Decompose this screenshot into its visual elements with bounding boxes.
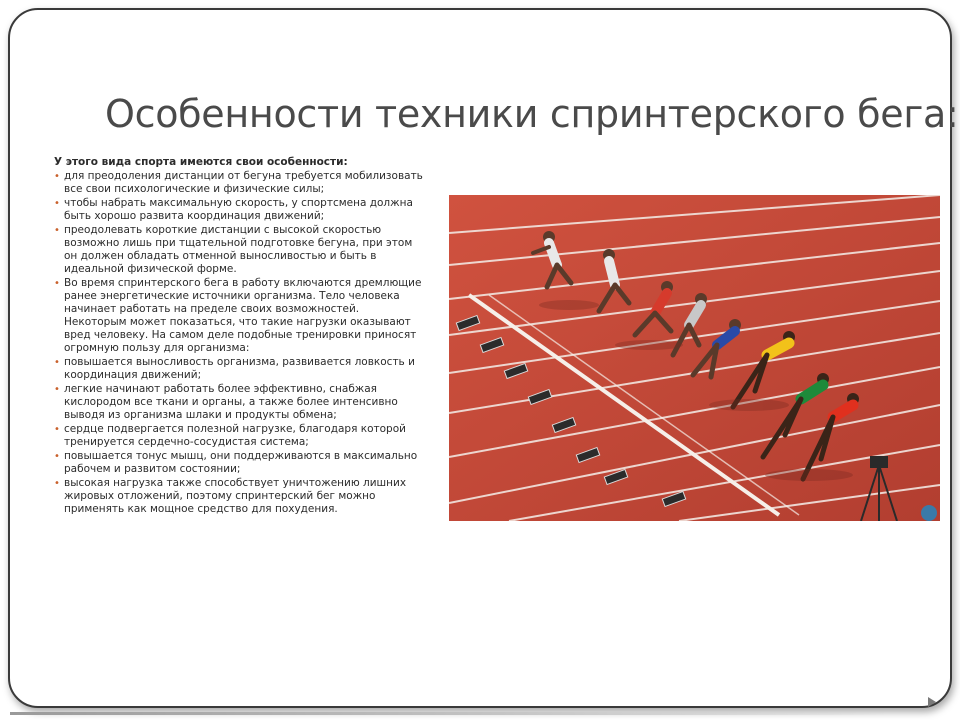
bullet-text: Во время спринтерского бега в работу включаются дремлющие ранее энергетические источники организма. Тело человека начинает работать на пределе своих возможностей. Некоторым может показаться, что такие нагрузки оказывают вред человеку. На самом деле подобные тренировки приносят огромную пользу для организма: xyxy=(64,277,422,354)
bullet-icon: • xyxy=(54,171,60,182)
bullet-list xyxy=(54,170,424,516)
bullet-icon: • xyxy=(54,225,60,236)
bullet-item xyxy=(54,423,424,449)
intro-text: У этого вида спорта имеются свои особенности: xyxy=(54,156,348,168)
bullet-icon: • xyxy=(54,278,60,289)
bullet-icon: • xyxy=(54,384,60,395)
bullet-item xyxy=(54,170,424,196)
slide-title: Особенности техники спринтерского бега: xyxy=(105,92,959,136)
bullet-text: повышается тонус мышц, они поддерживаются в максимально рабочем и развитом состоянии; xyxy=(64,450,418,475)
bullet-item xyxy=(54,277,424,355)
bullet-icon: • xyxy=(54,198,60,209)
bullet-text: чтобы набрать максимальную скорость, у спортсмена должна быть хорошо развита координация движений; xyxy=(64,197,413,222)
bullet-text: повышается выносливость организма, развивается ловкость и координация движений; xyxy=(64,356,415,381)
bullet-item xyxy=(54,224,424,276)
bullet-item xyxy=(54,197,424,223)
bullet-item xyxy=(54,356,424,382)
bullet-text: сердце подвергается полезной нагрузке, благодаря которой тренируется сердечно-сосудистая система; xyxy=(64,423,406,448)
bullet-text: для преодоления дистанции от бегуна требуется мобилизовать все свои психологические и физические силы; xyxy=(64,170,423,195)
bullet-item xyxy=(54,477,424,516)
bullet-icon: • xyxy=(54,357,60,368)
slide-corner-arrow-icon xyxy=(928,697,936,707)
bullet-item xyxy=(54,383,424,422)
bullet-icon: • xyxy=(54,451,60,462)
bullet-item xyxy=(54,450,424,476)
slide-bottom-divider xyxy=(10,712,890,715)
bullet-icon: • xyxy=(54,424,60,435)
bullet-text: легкие начинают работать более эффективно, снабжая кислородом все ткани и органы, а также более интенсивно выводя из организма шлаки и продукты обмена; xyxy=(64,383,398,421)
slide-body xyxy=(54,156,424,517)
bullet-text: преодолевать короткие дистанции с высокой скоростью возможно лишь при тщательной подготовке бегуна, при этом он должен обладать отменной выносливостью и быть в идеальной физической форме. xyxy=(64,224,413,275)
bullet-icon: • xyxy=(54,478,60,489)
sprint-start-photo xyxy=(449,195,940,521)
bullet-text: высокая нагрузка также способствует уничтожению лишних жировых отложений, поэтому спринтерский бег можно применять как мощное средство для похудения. xyxy=(64,477,407,515)
